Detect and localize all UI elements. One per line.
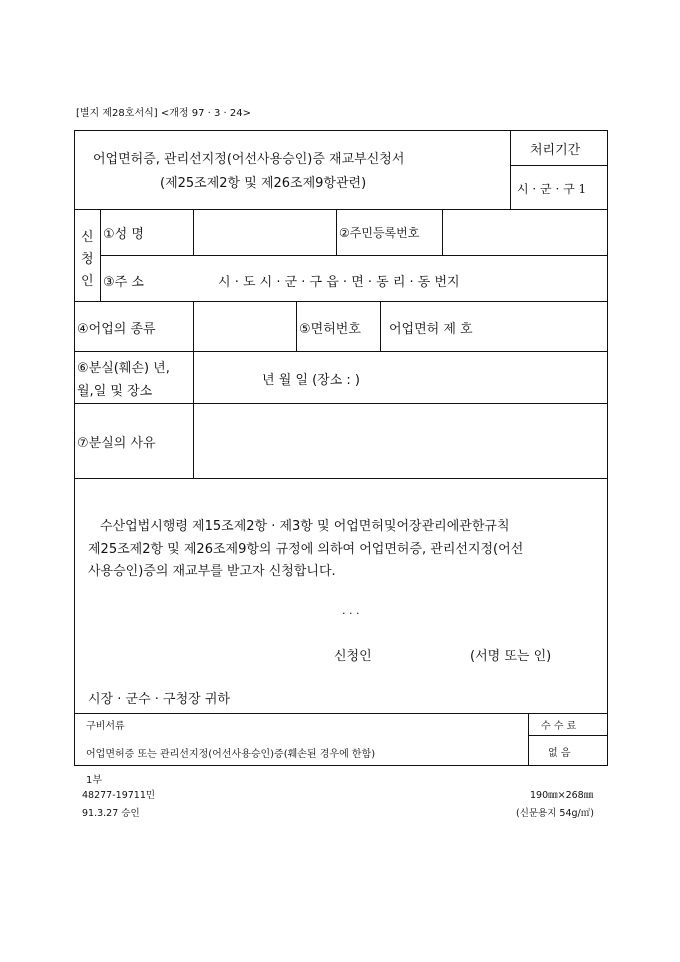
loss-date-label-2: 월,일 및 장소	[77, 384, 153, 399]
loss-date-label-1: ⑥분실(훼손) 년,	[77, 361, 170, 376]
loss-reason-field[interactable]	[198, 410, 602, 472]
loss-reason-label: ⑦분실의 사유	[77, 436, 156, 451]
footer-approval-date: 91.3.27 승인	[82, 808, 140, 819]
rrn-label: ②주민등록번호	[339, 226, 420, 240]
applicant-side-label-2: 청	[81, 252, 94, 267]
applicant-side-label-3: 인	[81, 274, 94, 289]
fishery-type-field[interactable]	[198, 318, 292, 338]
processing-period-value: 시 · 군 · 구 1	[517, 182, 587, 196]
application-date-field[interactable]: . . .	[342, 604, 360, 617]
name-field[interactable]	[198, 223, 332, 243]
signature-field[interactable]: (서명 또는 인)	[470, 649, 552, 664]
address-field[interactable]: 시 · 도 시 · 군 · 구 읍 · 면 · 동 리 · 동 번지	[218, 275, 460, 290]
form-header-note: [별지 제28호서식] <개정 97 · 3 · 24>	[76, 108, 251, 119]
required-documents-item: 어업면허증 또는 관리선지정(어선사용승인)증(훼손된 경우에 한함)	[86, 749, 376, 760]
license-number-label: ⑤면허번호	[299, 322, 361, 337]
processing-period-label: 처리기간	[530, 143, 581, 158]
addressee: 시장 · 군수 · 구청장 귀하	[88, 692, 230, 707]
statement-line-3: 사용승인)증의 재교부를 받고자 신청합니다.	[88, 564, 336, 579]
statement-line-1: 수산업법시행령 제15조제2항 · 제3항 및 어업면허및어장관리에관한규칙	[100, 519, 510, 534]
form-subtitle: (제25조제2항 및 제26조제9항관련)	[160, 176, 367, 191]
footer-paper-size: 190㎜×268㎜	[530, 790, 594, 801]
form-title: 어업면허증, 관리선지정(어선사용승인)증 재교부신청서	[93, 152, 405, 167]
license-number-field[interactable]: 어업면허 제 호	[389, 322, 473, 337]
footer-form-code: 48277-19711민	[82, 790, 156, 801]
fishery-type-label: ④어업의 종류	[77, 322, 156, 337]
required-documents-label: 구비서류	[86, 721, 125, 732]
signer-label: 신청인	[334, 649, 372, 664]
applicant-side-label-1: 신	[81, 230, 94, 245]
fee-label: 수 수 료	[541, 721, 577, 732]
loss-date-field[interactable]: 년 월 일 (장소 : )	[262, 373, 360, 388]
statement-line-2: 제25조제2항 및 제26조제9항의 규정에 의하여 어업면허증, 관리선지정(어선	[88, 542, 524, 557]
address-label: ③주 소	[103, 275, 144, 290]
rrn-field[interactable]	[447, 223, 603, 243]
required-documents-count: 1부	[86, 775, 103, 786]
footer-paper-type: (신문용지 54g/㎡)	[516, 808, 594, 819]
name-label: ①성 명	[103, 227, 144, 242]
fee-value: 없 음	[548, 748, 571, 759]
